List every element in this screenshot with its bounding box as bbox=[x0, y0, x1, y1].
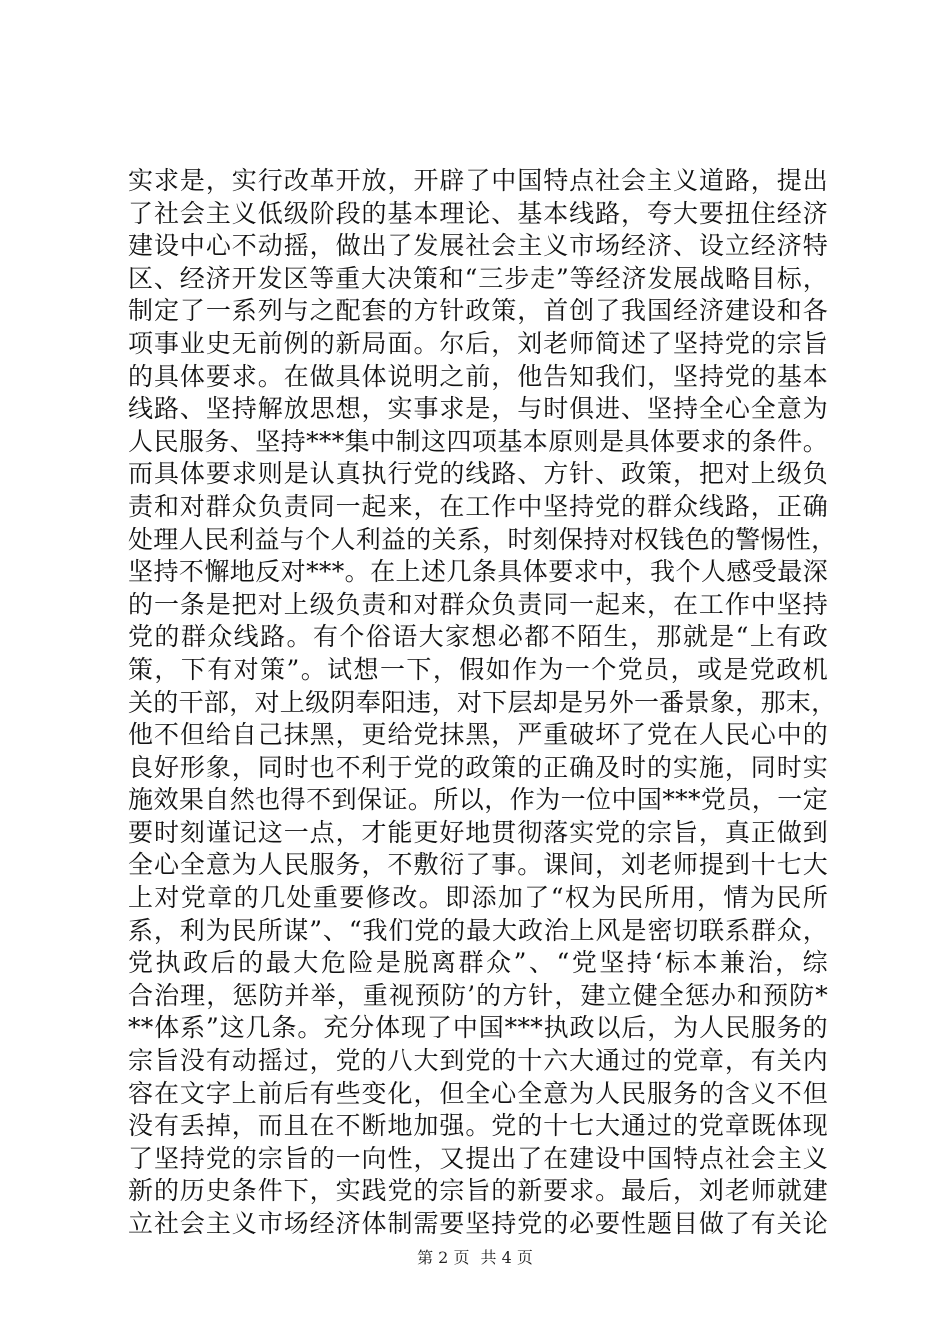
text-line: 区、经济开发区等重大决策和“三步走”等经济发展战略目标， bbox=[128, 263, 828, 293]
text-line: 的具体要求。在做具体说明之前，他告知我们，坚持党的基本 bbox=[128, 361, 828, 391]
text-line: 党执政后的最大危险是脱离群众”、“党坚持‘标本兼治，综 bbox=[128, 948, 828, 978]
text-line: 实求是，实行改革开放，开辟了中国特点社会主义道路，提出 bbox=[128, 166, 828, 195]
text-line: 了社会主义低级阶段的基本理论、基本线路，夸大要扭住经济 bbox=[128, 198, 828, 228]
text-line: 策，下有对策”。试想一下，假如作为一个党员，或是党政机 bbox=[128, 654, 828, 684]
text-line: 没有丢掉，而且在不断地加强。党的十七大通过的党章既体现 bbox=[128, 1111, 828, 1141]
text-line: 坚持不懈地反对***。在上述几条具体要求中，我个人感受最深 bbox=[128, 557, 828, 587]
text-line: 责和对群众负责同一起来，在工作中坚持党的群众线路，正确 bbox=[128, 491, 828, 521]
text-line: 全心全意为人民服务，不敷衍了事。课间，刘老师提到十七大 bbox=[128, 850, 828, 880]
text-line: 处理人民利益与个人利益的关系，时刻保持对权钱色的警惕性， bbox=[128, 524, 837, 554]
text-line: 立社会主义市场经济体制需要坚持党的必要性题目做了有关论 bbox=[128, 1209, 828, 1238]
text-line: 良好形象，同时也不利于党的政策的正确及时的实施，同时实 bbox=[128, 752, 828, 782]
total-pages: 共 4 页 bbox=[480, 1248, 533, 1267]
text-line: 党的群众线路。有个俗语大家想必都不陌生，那就是“上有政 bbox=[128, 622, 828, 652]
text-line: 人民服务、坚持***集中制这四项基本原则是具体要求的条件。 bbox=[128, 426, 828, 456]
text-line: 他不但给自己抹黑，更给党抹黑，严重破坏了党在人民心中的 bbox=[128, 720, 828, 750]
text-line: 容在文字上前后有些变化，但全心全意为人民服务的含义不但 bbox=[128, 1078, 828, 1108]
text-line: 上对党章的几处重要修改。即添加了“权为民所用，情为民所 bbox=[128, 883, 828, 913]
text-line: 项事业史无前例的新局面。尔后，刘老师简述了坚持党的宗旨 bbox=[128, 328, 828, 358]
page-number: 第 2 页 bbox=[417, 1248, 470, 1267]
text-line: 施效果自然也得不到保证。所以，作为一位中国***党员，一定 bbox=[128, 785, 828, 815]
text-line: 新的历史条件下，实践党的宗旨的新要求。最后，刘老师就建 bbox=[128, 1176, 828, 1206]
text-line: 关的干部，对上级阴奉阳违，对下层却是另外一番景象，那末， bbox=[128, 687, 837, 717]
text-line: 系，利为民所谋”、“我们党的最大政治上风是密切联系群众， bbox=[128, 915, 828, 945]
text-line: 线路、坚持解放思想，实事求是，与时俱进、坚持全心全意为 bbox=[128, 394, 828, 424]
text-line: 建设中心不动摇，做出了发展社会主义市场经济、设立经济特 bbox=[128, 231, 828, 261]
text-line: **体系”这几条。充分体现了中国***执政以后，为人民服务的 bbox=[128, 1013, 828, 1043]
text-line: 宗旨没有动摇过，党的八大到党的十六大通过的党章，有关内 bbox=[128, 1046, 828, 1076]
text-line: 制定了一系列与之配套的方针政策，首创了我国经济建设和各 bbox=[128, 296, 828, 326]
text-line: 的一条是把对上级负责和对群众负责同一起来，在工作中坚持 bbox=[128, 589, 828, 619]
page-footer bbox=[0, 1245, 950, 1268]
text-line: 合治理，惩防并举，重视预防’的方针，建立健全惩办和预防* bbox=[128, 980, 828, 1010]
text-line: 了坚持党的宗旨的一向性，又提出了在建设中国特点社会主义 bbox=[128, 1143, 828, 1173]
text-line: 要时刻谨记这一点，才能更好地贯彻落实党的宗旨，真正做到 bbox=[128, 817, 828, 847]
body-text bbox=[128, 165, 837, 1241]
text-line: 而具体要求则是认真执行党的线路、方针、政策，把对上级负 bbox=[128, 459, 828, 489]
